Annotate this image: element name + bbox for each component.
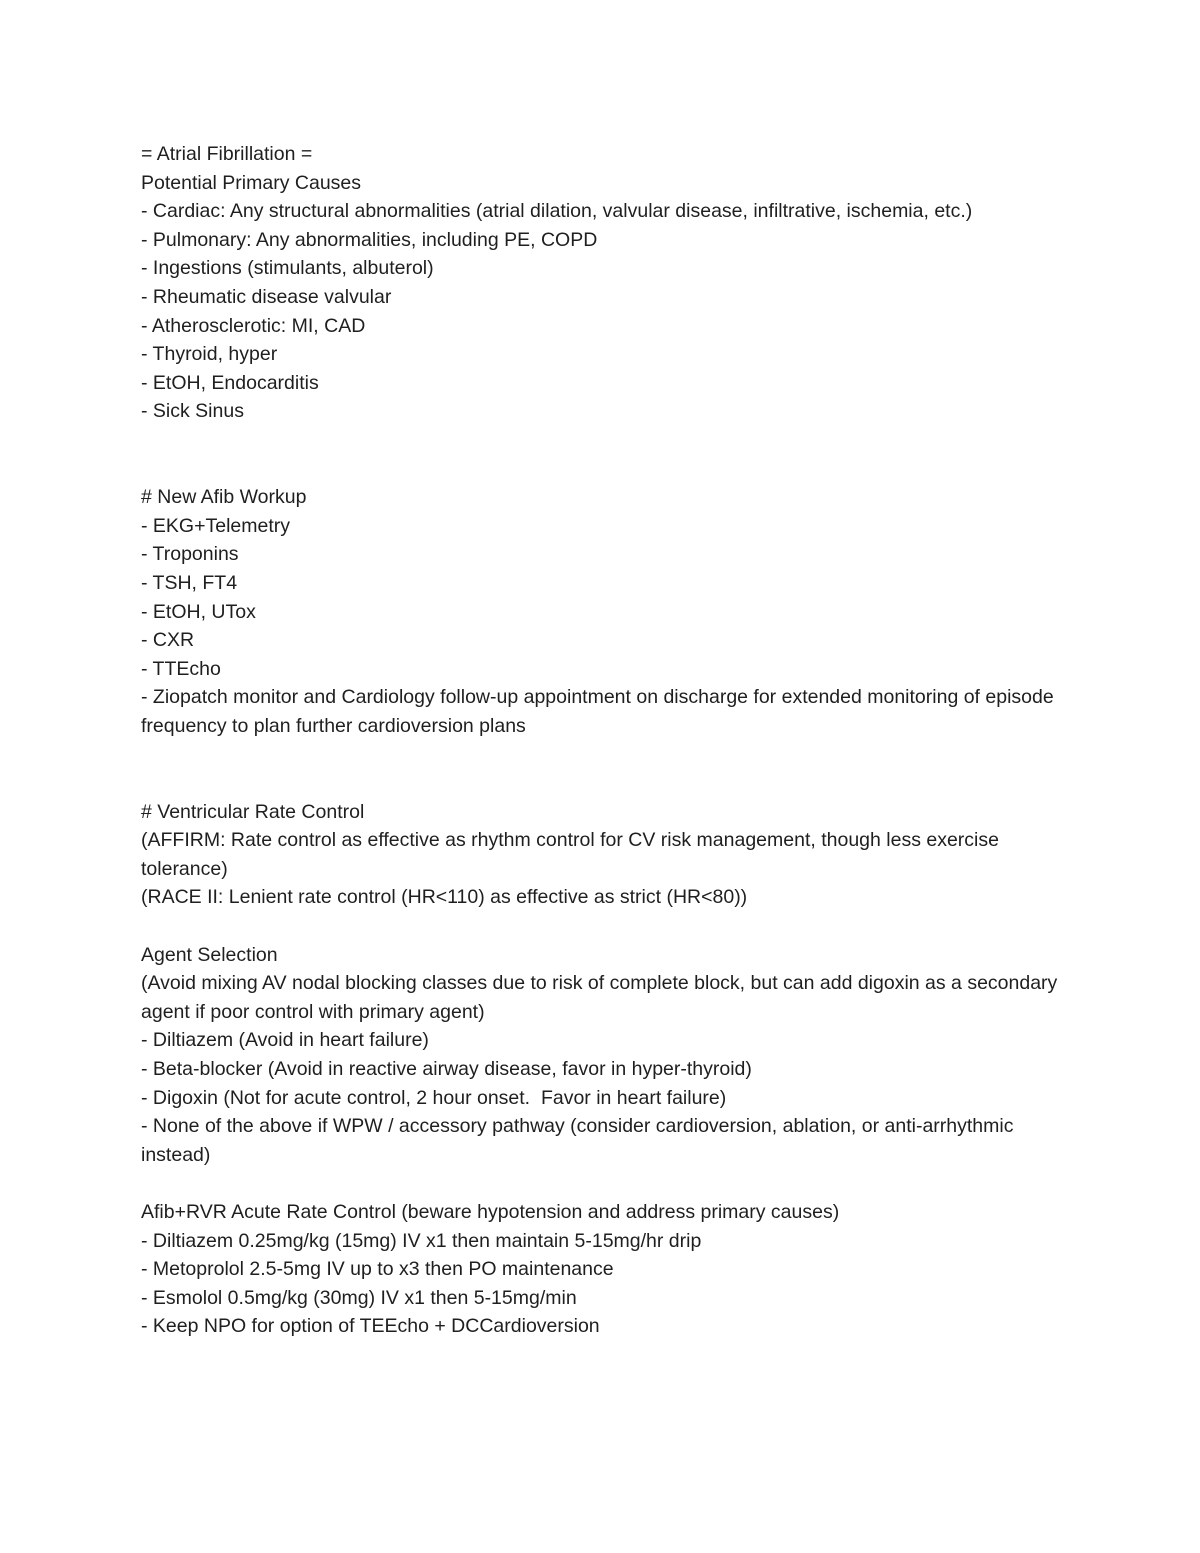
spacer <box>141 426 1061 455</box>
list-item: - Ziopatch monitor and Cardiology follow-up appointment on discharge for extended monitoring of episode frequency to plan further cardioversion plans <box>141 686 1060 737</box>
list-item: - EtOH, UTox <box>141 600 256 623</box>
list-item: - Troponins <box>141 543 239 566</box>
study-note: (AFFIRM: Rate control as effective as rhythm control for CV risk management, though less exercise tolerance) <box>141 829 1005 880</box>
agent-selection-heading: Agent Selection <box>141 943 278 966</box>
list-item: - Sick Sinus <box>141 400 244 423</box>
spacer <box>141 455 1061 484</box>
list-item: - Cardiac: Any structural abnormalities (atrial dilation, valvular disease, infiltrative, ischemia, etc.) <box>141 200 973 223</box>
study-note: (RACE II: Lenient rate control (HR<110) as effective as strict (HR<80)) <box>141 886 748 909</box>
spacer <box>141 769 1061 798</box>
list-item: - EtOH, Endocarditis <box>141 371 319 394</box>
list-item: - Beta-blocker (Avoid in reactive airway disease, favor in hyper-thyroid) <box>141 1058 752 1080</box>
document-page <box>141 140 1061 1341</box>
workup-heading: # New Afib Workup <box>141 486 307 509</box>
list-item: - Atherosclerotic: MI, CAD <box>141 314 366 337</box>
list-item: - Rheumatic disease valvular <box>141 285 392 308</box>
list-item: - Keep NPO for option of TEEcho + DCCardioversion <box>141 1315 600 1338</box>
list-item: - Esmolol 0.5mg/kg (30mg) IV x1 then 5-15mg/min <box>141 1286 577 1309</box>
list-item: - Thyroid, hyper <box>141 343 278 366</box>
list-item: - None of the above if WPW / accessory pathway (consider cardioversion, ablation, or anti-arrhythmic instead) <box>141 1115 1019 1166</box>
agent-selection-note: (Avoid mixing AV nodal blocking classes due to risk of complete block, but can add digoxin as a secondary agent if poor control with primary agent) <box>141 972 1063 1023</box>
spacer <box>141 912 1061 941</box>
rate-control-heading: # Ventricular Rate Control <box>141 800 365 823</box>
acute-control-heading: Afib+RVR Acute Rate Control (beware hypotension and address primary causes) <box>141 1200 840 1223</box>
causes-heading: Potential Primary Causes <box>141 171 362 194</box>
list-item: - Metoprolol 2.5-5mg IV up to x3 then PO maintenance <box>141 1258 614 1281</box>
list-item: - Ingestions (stimulants, albuterol) <box>141 257 434 280</box>
list-item: - Digoxin (Not for acute control, 2 hour onset. Favor in heart failure) <box>141 1086 727 1109</box>
list-item: - EKG+Telemetry <box>141 514 291 537</box>
list-item: - Diltiazem 0.25mg/kg (15mg) IV x1 then maintain 5-15mg/hr drip <box>141 1229 702 1252</box>
spacer <box>141 740 1061 769</box>
list-item: - TTEcho <box>141 657 221 680</box>
list-item: - Diltiazem (Avoid in heart failure) <box>141 1029 429 1052</box>
list-item: - TSH, FT4 <box>141 571 238 594</box>
spacer <box>141 1169 1061 1198</box>
list-item: - Pulmonary: Any abnormalities, including PE, COPD <box>141 228 598 251</box>
list-item: - CXR <box>141 629 195 652</box>
document-title: = Atrial Fibrillation = <box>141 143 313 165</box>
